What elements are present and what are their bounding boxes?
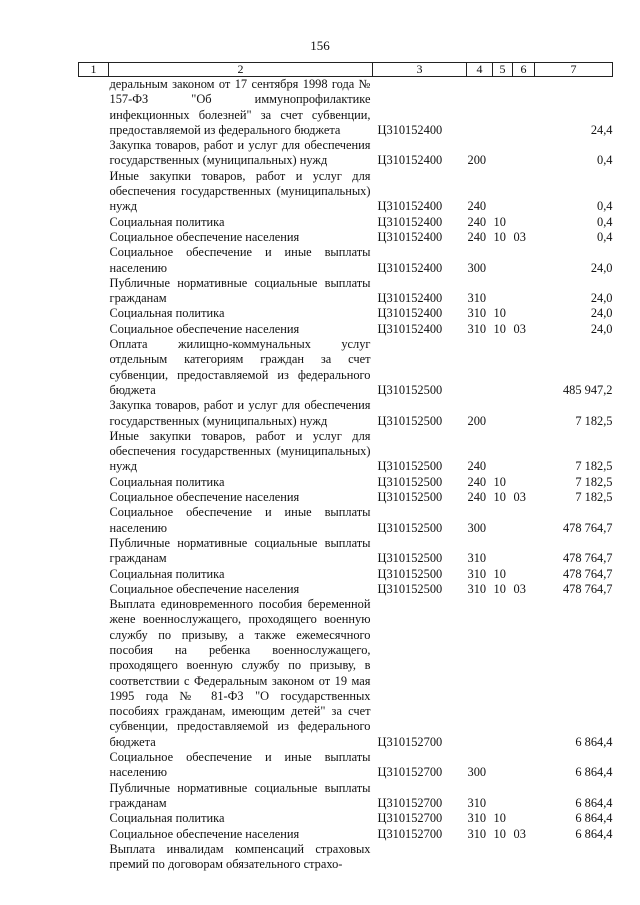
row-value: 0,4 — [597, 199, 613, 214]
row-col-1 — [79, 77, 109, 139]
row-value: 24,0 — [590, 321, 613, 336]
row-col-1 — [79, 490, 109, 505]
row-value: 478 764,7 — [562, 520, 613, 535]
row-col-5: 10 — [493, 581, 506, 596]
page-number: 156 — [310, 38, 330, 53]
table-row — [79, 582, 613, 597]
row-value: 6 864,4 — [575, 765, 613, 780]
row-col-6 — [513, 215, 535, 230]
table-row — [79, 306, 613, 321]
row-code: Ц310152700 — [377, 734, 443, 749]
table-row — [79, 475, 613, 490]
row-name: деральным законом от 17 сентября 1998 года № 157-ФЗ "Об иммунопрофилактике инфекционных болезней" за счет субвенции, предоставляемой из федерального бюджета — [109, 77, 371, 137]
row-name: Социальное обеспечение и иные выплаты населению — [109, 245, 371, 275]
row-col-4: 310 — [467, 566, 487, 581]
row-col-1 — [79, 337, 109, 398]
row-col-5: 10 — [493, 214, 506, 229]
row-col-6 — [513, 842, 535, 873]
row-col-5: 10 — [493, 490, 506, 505]
row-col-5 — [493, 750, 513, 781]
row-col-4: 300 — [467, 765, 487, 780]
row-value: 24,0 — [590, 260, 613, 275]
row-col-1 — [79, 169, 109, 215]
row-col-4: 310 — [467, 795, 487, 810]
row-col-6 — [513, 276, 535, 307]
row-col-5 — [493, 138, 513, 169]
row-name: Социальная политика — [109, 811, 225, 826]
row-col-5: 10 — [493, 826, 506, 841]
row-col-5 — [493, 597, 513, 750]
row-value: 0,4 — [597, 153, 613, 168]
row-name: Социальное обеспечение населения — [109, 490, 300, 505]
table-header — [79, 63, 613, 77]
table-row — [79, 169, 613, 215]
row-col-4 — [467, 842, 493, 873]
row-col-4 — [467, 77, 493, 139]
row-col-5 — [493, 536, 513, 567]
row-col-6 — [513, 597, 535, 750]
row-value: 0,4 — [597, 214, 613, 229]
header-col-7: 7 — [535, 63, 613, 77]
row-col-4: 310 — [467, 306, 487, 321]
header-col-6: 6 — [513, 63, 535, 77]
row-col-6: 03 — [513, 229, 526, 244]
row-col-1 — [79, 536, 109, 567]
row-col-1 — [79, 398, 109, 429]
row-name: Оплата жилищно-коммунальных услуг отдельным категориям граждан за счет субвенции, предоставляемой из федерального бюджета — [109, 337, 371, 397]
table-row — [79, 781, 613, 812]
table-row — [79, 230, 613, 245]
row-value — [535, 842, 613, 873]
table-row — [79, 429, 613, 475]
row-col-1 — [79, 215, 109, 230]
row-col-4: 240 — [467, 490, 487, 505]
row-col-4 — [467, 337, 493, 398]
row-name: Публичные нормативные социальные выплаты гражданам — [109, 275, 371, 306]
row-code: Ц310152500 — [377, 413, 443, 428]
row-col-6 — [513, 429, 535, 475]
row-col-1 — [79, 750, 109, 781]
row-col-6: 03 — [513, 321, 526, 336]
row-col-1 — [79, 429, 109, 475]
row-code: Ц310152400 — [377, 260, 443, 275]
row-col-6 — [513, 245, 535, 276]
row-code: Ц310152400 — [377, 321, 443, 336]
row-col-5 — [493, 842, 513, 873]
row-code: Ц310152700 — [377, 826, 443, 841]
row-col-4: 300 — [467, 260, 487, 275]
row-code: Ц310152500 — [377, 490, 443, 505]
row-name: Закупка товаров, работ и услуг для обеспечения государственных (муниципальных) нужд — [109, 398, 371, 428]
row-value: 24,4 — [590, 122, 613, 137]
header-col-5: 5 — [493, 63, 513, 77]
row-code: Ц310152700 — [377, 795, 443, 810]
row-value: 24,0 — [590, 306, 613, 321]
row-code: Ц310152500 — [377, 474, 443, 489]
row-code: Ц310152400 — [377, 199, 443, 214]
row-col-6 — [513, 306, 535, 321]
row-col-6 — [513, 811, 535, 826]
row-name: Выплата инвалидам компенсаций страховых премий по договорам обязательного страхо- — [109, 841, 371, 872]
row-code: Ц310152400 — [377, 229, 443, 244]
row-col-4: 240 — [467, 474, 487, 489]
table-row — [79, 337, 613, 398]
row-col-1 — [79, 781, 109, 812]
row-name: Социальное обеспечение и иные выплаты населению — [109, 750, 371, 780]
row-name: Публичные нормативные социальные выплаты гражданам — [109, 780, 371, 810]
row-col-1 — [79, 322, 109, 337]
budget-table — [78, 62, 613, 872]
row-col-4: 240 — [467, 214, 487, 229]
row-col-5: 10 — [493, 474, 506, 489]
row-code: Ц310152400 — [377, 291, 443, 306]
table-row — [79, 490, 613, 505]
row-col-5 — [493, 276, 513, 307]
row-code: Ц310152500 — [377, 520, 443, 535]
table-row — [79, 77, 613, 139]
row-code: Ц310152400 — [377, 306, 443, 321]
table-row — [79, 827, 613, 842]
row-col-6 — [513, 337, 535, 398]
row-col-5 — [493, 77, 513, 139]
row-value: 7 182,5 — [575, 459, 613, 474]
row-value: 485 947,2 — [562, 382, 613, 397]
row-name: Социальная политика — [109, 474, 225, 489]
row-name: Иные закупки товаров, работ и услуг для обеспечения государственных (муниципальных) нужд — [109, 428, 371, 474]
row-col-6 — [513, 750, 535, 781]
row-col-4: 300 — [467, 520, 487, 535]
row-col-6: 03 — [513, 826, 526, 841]
row-col-4: 310 — [467, 321, 487, 336]
row-code — [373, 842, 467, 873]
row-col-1 — [79, 230, 109, 245]
row-name: Выплата единовременного пособия беременной жене военнослужащего, проходящего военную службу по призыву, а также ежемесячного пособия на ребенка военнослужащего, проходящего военную службу по призыву, в соответствии с Федеральным законом от 19 мая 1995 года № 81-ФЗ "О государственных пособиях гражданам, имеющим детей" за счет субвенции, предоставляемой из федерального бюджета — [109, 597, 371, 749]
row-col-5 — [493, 781, 513, 812]
table-row — [79, 138, 613, 169]
table-body — [79, 77, 613, 873]
row-col-4: 310 — [467, 811, 487, 826]
row-col-5 — [493, 245, 513, 276]
row-col-4: 310 — [467, 826, 487, 841]
row-col-1 — [79, 306, 109, 321]
row-col-6 — [513, 77, 535, 139]
row-code: Ц310152400 — [377, 153, 443, 168]
row-col-4 — [467, 597, 493, 750]
row-value: 6 864,4 — [575, 795, 613, 810]
row-col-1 — [79, 567, 109, 582]
row-code: Ц310152500 — [377, 551, 443, 566]
row-col-5: 10 — [493, 306, 506, 321]
row-col-5 — [493, 398, 513, 429]
row-col-4: 200 — [467, 413, 487, 428]
row-col-5 — [493, 429, 513, 475]
row-col-6 — [513, 169, 535, 215]
header-col-1: 1 — [79, 63, 109, 77]
row-col-5: 10 — [493, 566, 506, 581]
row-col-1 — [79, 827, 109, 842]
row-col-4: 240 — [467, 199, 487, 214]
row-name: Социальная политика — [109, 306, 225, 321]
table-row — [79, 597, 613, 750]
row-col-6 — [513, 505, 535, 536]
row-col-5: 10 — [493, 229, 506, 244]
row-name: Закупка товаров, работ и услуг для обеспечения государственных (муниципальных) нужд — [109, 138, 371, 168]
row-code: Ц310152700 — [377, 765, 443, 780]
row-col-5: 10 — [493, 811, 506, 826]
row-value: 0,4 — [597, 229, 613, 244]
row-col-5 — [493, 169, 513, 215]
row-value: 6 864,4 — [575, 826, 613, 841]
row-col-1 — [79, 811, 109, 826]
row-name: Социальное обеспечение и иные выплаты населению — [109, 505, 371, 535]
row-value: 6 864,4 — [575, 811, 613, 826]
row-col-6 — [513, 138, 535, 169]
table-row — [79, 811, 613, 826]
row-name: Социальное обеспечение населения — [109, 581, 300, 596]
row-value: 24,0 — [590, 291, 613, 306]
row-code: Ц310152500 — [377, 566, 443, 581]
row-col-1 — [79, 475, 109, 490]
row-col-4: 240 — [467, 459, 487, 474]
row-code: Ц310152400 — [377, 214, 443, 229]
table-row — [79, 215, 613, 230]
row-col-5 — [493, 505, 513, 536]
row-name: Социальное обеспечение населения — [109, 229, 300, 244]
row-col-5: 10 — [493, 321, 506, 336]
table-row — [79, 842, 613, 873]
row-col-6 — [513, 398, 535, 429]
row-col-6 — [513, 781, 535, 812]
row-name: Публичные нормативные социальные выплаты гражданам — [109, 535, 371, 566]
row-code: Ц310152700 — [377, 811, 443, 826]
table-row — [79, 567, 613, 582]
row-col-4: 240 — [467, 229, 487, 244]
table-row — [79, 245, 613, 276]
row-name: Социальное обеспечение населения — [109, 321, 300, 336]
row-col-1 — [79, 138, 109, 169]
row-col-1 — [79, 505, 109, 536]
row-col-4: 310 — [467, 581, 487, 596]
header-col-4: 4 — [467, 63, 493, 77]
row-col-4: 200 — [467, 153, 487, 168]
table-row — [79, 322, 613, 337]
row-name: Социальное обеспечение населения — [109, 826, 300, 841]
row-value: 6 864,4 — [575, 734, 613, 749]
row-value: 7 182,5 — [575, 490, 613, 505]
table-row — [79, 536, 613, 567]
header-col-3: 3 — [373, 63, 467, 77]
row-code: Ц310152500 — [377, 382, 443, 397]
row-name: Социальная политика — [109, 566, 225, 581]
row-value: 7 182,5 — [575, 413, 613, 428]
table-row — [79, 505, 613, 536]
row-code: Ц310152500 — [377, 581, 443, 596]
row-col-6 — [513, 567, 535, 582]
row-name: Иные закупки товаров, работ и услуг для обеспечения государственных (муниципальных) нужд — [109, 168, 371, 214]
row-value: 478 764,7 — [562, 581, 613, 596]
row-code: Ц310152500 — [377, 459, 443, 474]
row-code: Ц310152400 — [377, 122, 443, 137]
row-col-4: 310 — [467, 291, 487, 306]
row-name: Социальная политика — [109, 214, 225, 229]
row-value: 7 182,5 — [575, 474, 613, 489]
row-col-6: 03 — [513, 490, 526, 505]
row-value: 478 764,7 — [562, 566, 613, 581]
table-row — [79, 398, 613, 429]
row-col-1 — [79, 842, 109, 873]
row-col-1 — [79, 245, 109, 276]
table-row — [79, 276, 613, 307]
row-col-1 — [79, 276, 109, 307]
row-col-6 — [513, 475, 535, 490]
row-col-5 — [493, 337, 513, 398]
row-col-1 — [79, 597, 109, 750]
row-col-6: 03 — [513, 581, 526, 596]
row-col-6 — [513, 536, 535, 567]
row-col-1 — [79, 582, 109, 597]
header-col-2: 2 — [109, 63, 373, 77]
row-col-4: 310 — [467, 551, 487, 566]
row-value: 478 764,7 — [562, 551, 613, 566]
header-row — [79, 63, 613, 77]
table-row — [79, 750, 613, 781]
